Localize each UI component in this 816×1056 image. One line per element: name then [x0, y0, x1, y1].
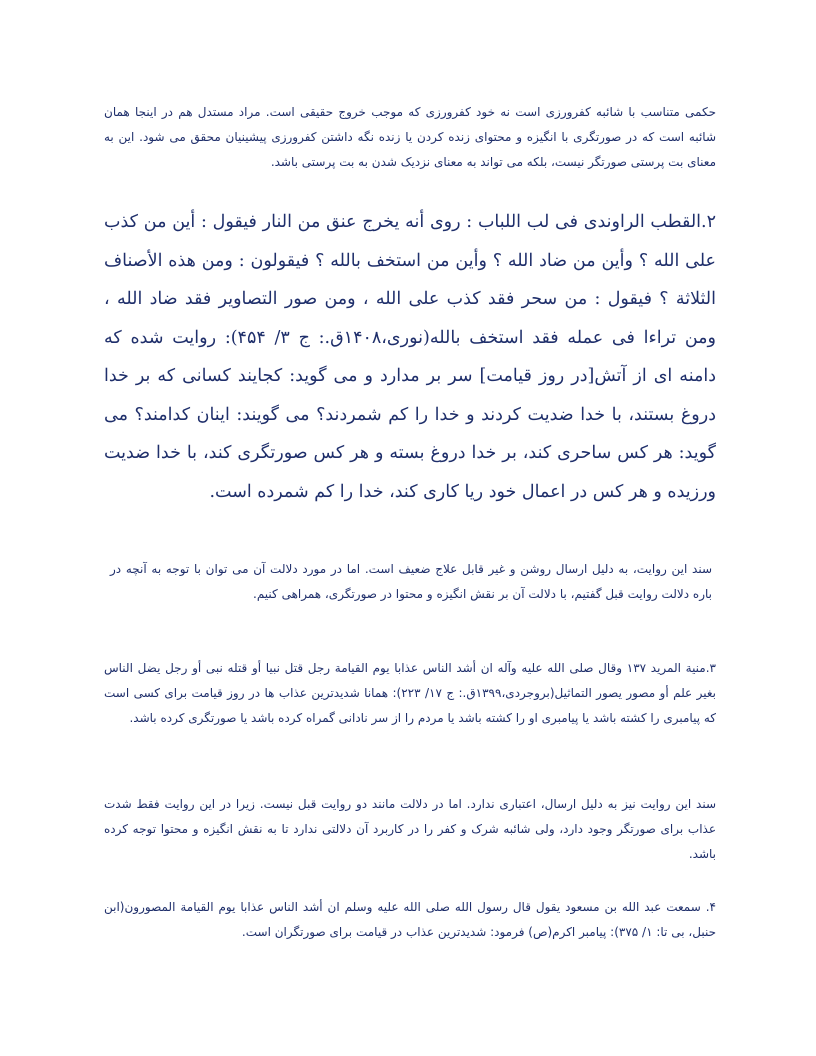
hadith-3-paragraph: ۳.منیة المرید ۱۳۷ وقال صلی الله علیه وآله ان أشد الناس عذابا یوم القیامة رجل قتل نبیا أو قتله نبی أو رجل یضل الناس بغیر علم أو مصور یصور التماثیل(بروجردی،۱۳۹۹ق.: ج ۱۷/ ۲۲۳): همانا شدیدترین عذاب ها در روز قیامت برای کسی است که پیامبری را کشته باشد یا پیامبری او را کشته باشد یا مردم را از سر نادانی گمراه کرده باشد یا صورتگری کرده باشد.	[104, 661, 716, 725]
hadith-4-paragraph: ۴. سمعت عبد الله بن مسعود یقول قال رسول الله صلی الله علیه وسلم ان أشد الناس عذابا یوم القیامة المصورون(ابن حنبل، بی تا: ۱/ ۳۷۵): پیامبر اکرم(ص) فرمود: شدیدترین عذاب در قیامت برای صورتگران است.	[104, 900, 716, 939]
sanad-3-paragraph: سند این روایت نیز به دلیل ارسال، اعتباری ندارد. اما در دلالت مانند دو روایت قبل نیست. زیرا در این روایت فقط شدت عذاب برای صورتگر وجود دارد، ولی شائبه شرک و کفر را در کاربرد آن دلالتی ندارد تا به نقش انگیزه و محتوا توجه کرده باشد.	[104, 797, 716, 861]
hadith-2-paragraph: ۲.القطب الراوندی فی لب اللباب : روی أنه یخرج عنق من النار فیقول : أین من کذب علی الله ؟ وأین من ضاد الله ؟ وأین من استخف بالله ؟ فیقولون : ومن هذه الأصناف الثلاثة ؟ فیقول : من سحر فقد کذب علی الله ، ومن صور التصاویر فقد ضاد الله ، ومن تراءا فی عمله فقد استخف بالله(نوری،۱۴۰۸ق.: ج ۳/ ۴۵۴): روایت شده که دامنه ای از آتش[در روز قیامت] سر بر مدارد و می گوید: کجایند کسانی که بر خدا دروغ بستند، با خدا ضدیت کردند و خدا را کم شمردند؟ می گویند: اینان کدامند؟ می گوید: هر کس ساحری کند، بر خدا دروغ بسته و هر کس صورتگری کند، با خدا ضدیت ورزیده و هر کس در اعمال خود ریا کاری کند، خدا را کم شمرده است.	[104, 212, 716, 502]
sanad-2-paragraph: سند این روایت، به دلیل ارسال روشن و غیر قابل علاج ضعیف است. اما در مورد دلالت آن می توان با توجه به آنچه در باره دلالت روایت قبل گفتیم، با دلالت آن بر نقش انگیزه و محتوا در صورتگری، همراهی کنیم.	[110, 562, 712, 601]
intro-paragraph: حکمی متناسب با شائبه کفرورزی است نه خود کفرورزی که موجب خروج حقیقی است. مراد مستدل هم در اینجا همان شائبه است که در صورتگری با انگیزه و محتوای زنده کردن یا زنده نگه داشتن کفرورزی پیشینیان محقق می شود. این به معنای بت پرستی صورتگر نیست، بلکه می تواند به معنای نزدیک شدن به بت پرستی باشد.	[104, 105, 716, 169]
